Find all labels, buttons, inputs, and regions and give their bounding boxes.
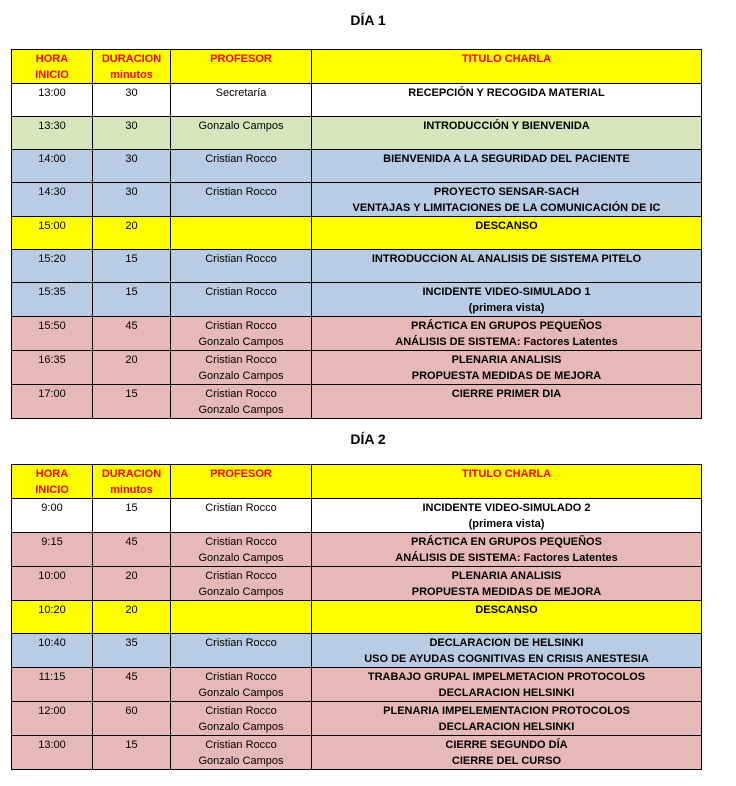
cell-profesor — [171, 601, 312, 634]
profesor-line: Cristian Rocco — [205, 354, 277, 366]
cell-duracion: 30 — [93, 84, 171, 117]
titulo-line: DESCANSO — [475, 220, 538, 232]
header-hora — [12, 50, 93, 84]
cell-profesor — [171, 634, 312, 668]
cell-profesor — [171, 385, 312, 419]
header-duracion-line: DURACION — [101, 53, 162, 65]
titulo-line: DECLARACION HELSINKI — [438, 721, 575, 733]
titulo-line: (primera vista) — [468, 302, 545, 314]
profesor-line: Cristian Rocco — [205, 286, 277, 298]
header-titulo: TITULO CHARLA — [312, 50, 702, 84]
schedule-row — [12, 317, 702, 351]
schedule-row — [12, 634, 702, 668]
titulo-line: VENTAJAS Y LIMITACIONES DE LA COMUNICACIÓN DE IC — [352, 202, 661, 214]
cell-titulo — [312, 317, 702, 351]
cell-duracion: 60 — [93, 702, 171, 736]
cell-titulo — [312, 702, 702, 736]
cell-duracion: 30 — [93, 117, 171, 150]
cell-duracion: 35 — [93, 634, 171, 668]
schedule-row — [12, 283, 702, 317]
titulo-line: ANÁLISIS DE SISTEMA: Factores Latentes — [395, 552, 618, 564]
titulo-line: CIERRE SEGUNDO DÍA — [445, 739, 568, 751]
cell-titulo — [312, 567, 702, 601]
titulo-line: PROPUESTA MEDIDAS DE MEJORA — [411, 586, 602, 598]
header-duracion-line: minutos — [110, 69, 153, 81]
cell-duracion: 45 — [93, 317, 171, 351]
schedule-row — [12, 567, 702, 601]
titulo-line: TRABAJO GRUPAL IMPELMETACION PROTOCOLOS — [367, 671, 646, 683]
titulo-line: PRÁCTICA EN GRUPOS PEQUEÑOS — [411, 320, 602, 332]
schedule-row — [12, 351, 702, 385]
header-row — [12, 50, 702, 84]
titulo-line: INTRODUCCION AL ANALISIS DE SISTEMA PITELO — [371, 253, 642, 265]
schedule-row — [12, 533, 702, 567]
header-hora-line: INICIO — [35, 69, 69, 81]
profesor-line: Gonzalo Campos — [198, 404, 284, 416]
schedule-row — [12, 601, 702, 634]
schedule-row — [12, 150, 702, 183]
profesor-line: Cristian Rocco — [205, 739, 277, 751]
cell-duracion: 15 — [93, 283, 171, 317]
titulo-line: USO DE AYUDAS COGNITIVAS EN CRISIS ANESTESIA — [364, 653, 649, 665]
titulo-line: CIERRE PRIMER DIA — [451, 388, 562, 400]
cell-profesor — [171, 150, 312, 183]
cell-profesor — [171, 217, 312, 250]
cell-profesor — [171, 499, 312, 533]
schedule-row — [12, 668, 702, 702]
cell-profesor — [171, 351, 312, 385]
profesor-line: Cristian Rocco — [205, 637, 277, 649]
cell-hora: 15:00 — [12, 217, 93, 250]
titulo-line: PROYECTO SENSAR-SACH — [433, 186, 580, 198]
cell-duracion: 20 — [93, 351, 171, 385]
profesor-line: Cristian Rocco — [205, 186, 277, 198]
cell-titulo — [312, 150, 702, 183]
day2-schedule-table — [11, 464, 702, 770]
day2-schedule-body — [12, 465, 702, 770]
cell-duracion: 15 — [93, 250, 171, 283]
titulo-line: DECLARACION HELSINKI — [438, 687, 575, 699]
header-duracion — [93, 50, 171, 84]
header-hora-line: HORA — [35, 53, 69, 65]
cell-hora: 12:00 — [12, 702, 93, 736]
header-hora — [12, 465, 93, 499]
cell-hora: 13:00 — [12, 736, 93, 770]
schedule-row — [12, 250, 702, 283]
cell-hora: 10:40 — [12, 634, 93, 668]
cell-titulo — [312, 283, 702, 317]
cell-hora: 13:30 — [12, 117, 93, 150]
header-hora-line: INICIO — [35, 484, 69, 496]
header-row — [12, 465, 702, 499]
cell-hora: 14:00 — [12, 150, 93, 183]
cell-hora: 15:20 — [12, 250, 93, 283]
cell-profesor — [171, 317, 312, 351]
cell-hora: 17:00 — [12, 385, 93, 419]
schedule-row — [12, 385, 702, 419]
cell-profesor — [171, 84, 312, 117]
cell-titulo — [312, 183, 702, 217]
cell-profesor — [171, 183, 312, 217]
cell-duracion: 30 — [93, 150, 171, 183]
profesor-line: Gonzalo Campos — [198, 370, 284, 382]
cell-duracion: 15 — [93, 736, 171, 770]
header-titulo: TITULO CHARLA — [312, 465, 702, 499]
titulo-line: INTRODUCCIÓN Y BIENVENIDA — [423, 120, 590, 132]
cell-duracion: 15 — [93, 499, 171, 533]
profesor-line: Secretaría — [215, 87, 267, 99]
titulo-line: INCIDENTE VIDEO-SIMULADO 1 — [422, 286, 591, 298]
cell-duracion: 15 — [93, 385, 171, 419]
cell-duracion: 20 — [93, 601, 171, 634]
day2-title: DÍA 2 — [350, 431, 386, 447]
profesor-line: Gonzalo Campos — [198, 120, 284, 132]
cell-hora: 11:15 — [12, 668, 93, 702]
titulo-line: PLENARIA IMPELEMENTACION PROTOCOLOS — [383, 705, 630, 717]
cell-hora: 16:35 — [12, 351, 93, 385]
cell-hora: 10:00 — [12, 567, 93, 601]
cell-duracion: 45 — [93, 668, 171, 702]
schedule-row — [12, 217, 702, 250]
cell-titulo — [312, 385, 702, 419]
titulo-line: PRÁCTICA EN GRUPOS PEQUEÑOS — [411, 536, 602, 548]
profesor-line: Cristian Rocco — [205, 570, 277, 582]
titulo-line: ANÁLISIS DE SISTEMA: Factores Latentes — [395, 336, 618, 348]
titulo-line: BIENVENIDA A LA SEGURIDAD DEL PACIENTE — [383, 153, 630, 165]
cell-profesor — [171, 283, 312, 317]
cell-hora: 13:00 — [12, 84, 93, 117]
cell-titulo — [312, 601, 702, 634]
cell-hora: 9:00 — [12, 499, 93, 533]
cell-profesor — [171, 533, 312, 567]
profesor-line: Cristian Rocco — [205, 388, 277, 400]
cell-hora: 10:20 — [12, 601, 93, 634]
titulo-line: DECLARACION DE HELSINKI — [429, 637, 584, 649]
schedule-row — [12, 499, 702, 533]
day1-schedule-body — [12, 50, 702, 419]
cell-profesor — [171, 567, 312, 601]
cell-hora: 9:15 — [12, 533, 93, 567]
schedule-row — [12, 117, 702, 150]
cell-titulo — [312, 668, 702, 702]
cell-titulo — [312, 84, 702, 117]
profesor-line: Cristian Rocco — [205, 502, 277, 514]
cell-profesor — [171, 117, 312, 150]
cell-titulo — [312, 117, 702, 150]
cell-duracion: 20 — [93, 217, 171, 250]
cell-hora: 14:30 — [12, 183, 93, 217]
profesor-line: Cristian Rocco — [205, 320, 277, 332]
profesor-line: Gonzalo Campos — [198, 721, 284, 733]
titulo-line: PROPUESTA MEDIDAS DE MEJORA — [411, 370, 602, 382]
header-profesor: PROFESOR — [171, 465, 312, 499]
titulo-line: PLENARIA ANALISIS — [451, 354, 562, 366]
profesor-line: Cristian Rocco — [205, 671, 277, 683]
profesor-line: Gonzalo Campos — [198, 586, 284, 598]
profesor-line: Cristian Rocco — [205, 705, 277, 717]
header-duracion — [93, 465, 171, 499]
profesor-line: Gonzalo Campos — [198, 552, 284, 564]
cell-titulo — [312, 499, 702, 533]
cell-titulo — [312, 250, 702, 283]
cell-profesor — [171, 702, 312, 736]
cell-titulo — [312, 351, 702, 385]
cell-titulo — [312, 736, 702, 770]
titulo-line: INCIDENTE VIDEO-SIMULADO 2 — [422, 502, 591, 514]
titulo-line: PLENARIA ANALISIS — [451, 570, 562, 582]
day1-schedule-table — [11, 49, 702, 419]
cell-duracion: 20 — [93, 567, 171, 601]
day1-title: DÍA 1 — [350, 12, 386, 28]
profesor-line: Gonzalo Campos — [198, 336, 284, 348]
titulo-line: RECEPCIÓN Y RECOGIDA MATERIAL — [408, 87, 605, 99]
cell-duracion: 45 — [93, 533, 171, 567]
titulo-line: DESCANSO — [475, 604, 538, 616]
header-duracion-line: minutos — [110, 484, 153, 496]
schedule-row — [12, 84, 702, 117]
profesor-line: Cristian Rocco — [205, 536, 277, 548]
cell-duracion: 30 — [93, 183, 171, 217]
profesor-line: Gonzalo Campos — [198, 755, 284, 767]
cell-titulo — [312, 634, 702, 668]
header-profesor: PROFESOR — [171, 50, 312, 84]
titulo-line: (primera vista) — [468, 518, 545, 530]
profesor-line: Gonzalo Campos — [198, 687, 284, 699]
schedule-row — [12, 183, 702, 217]
cell-hora: 15:35 — [12, 283, 93, 317]
profesor-line: Cristian Rocco — [205, 153, 277, 165]
cell-profesor — [171, 736, 312, 770]
header-duracion-line: DURACION — [101, 468, 162, 480]
header-hora-line: HORA — [35, 468, 69, 480]
schedule-row — [12, 702, 702, 736]
cell-titulo — [312, 533, 702, 567]
schedule-row — [12, 736, 702, 770]
cell-titulo — [312, 217, 702, 250]
cell-profesor — [171, 668, 312, 702]
profesor-line: Cristian Rocco — [205, 253, 277, 265]
titulo-line: CIERRE DEL CURSO — [451, 755, 562, 767]
cell-hora: 15:50 — [12, 317, 93, 351]
cell-profesor — [171, 250, 312, 283]
